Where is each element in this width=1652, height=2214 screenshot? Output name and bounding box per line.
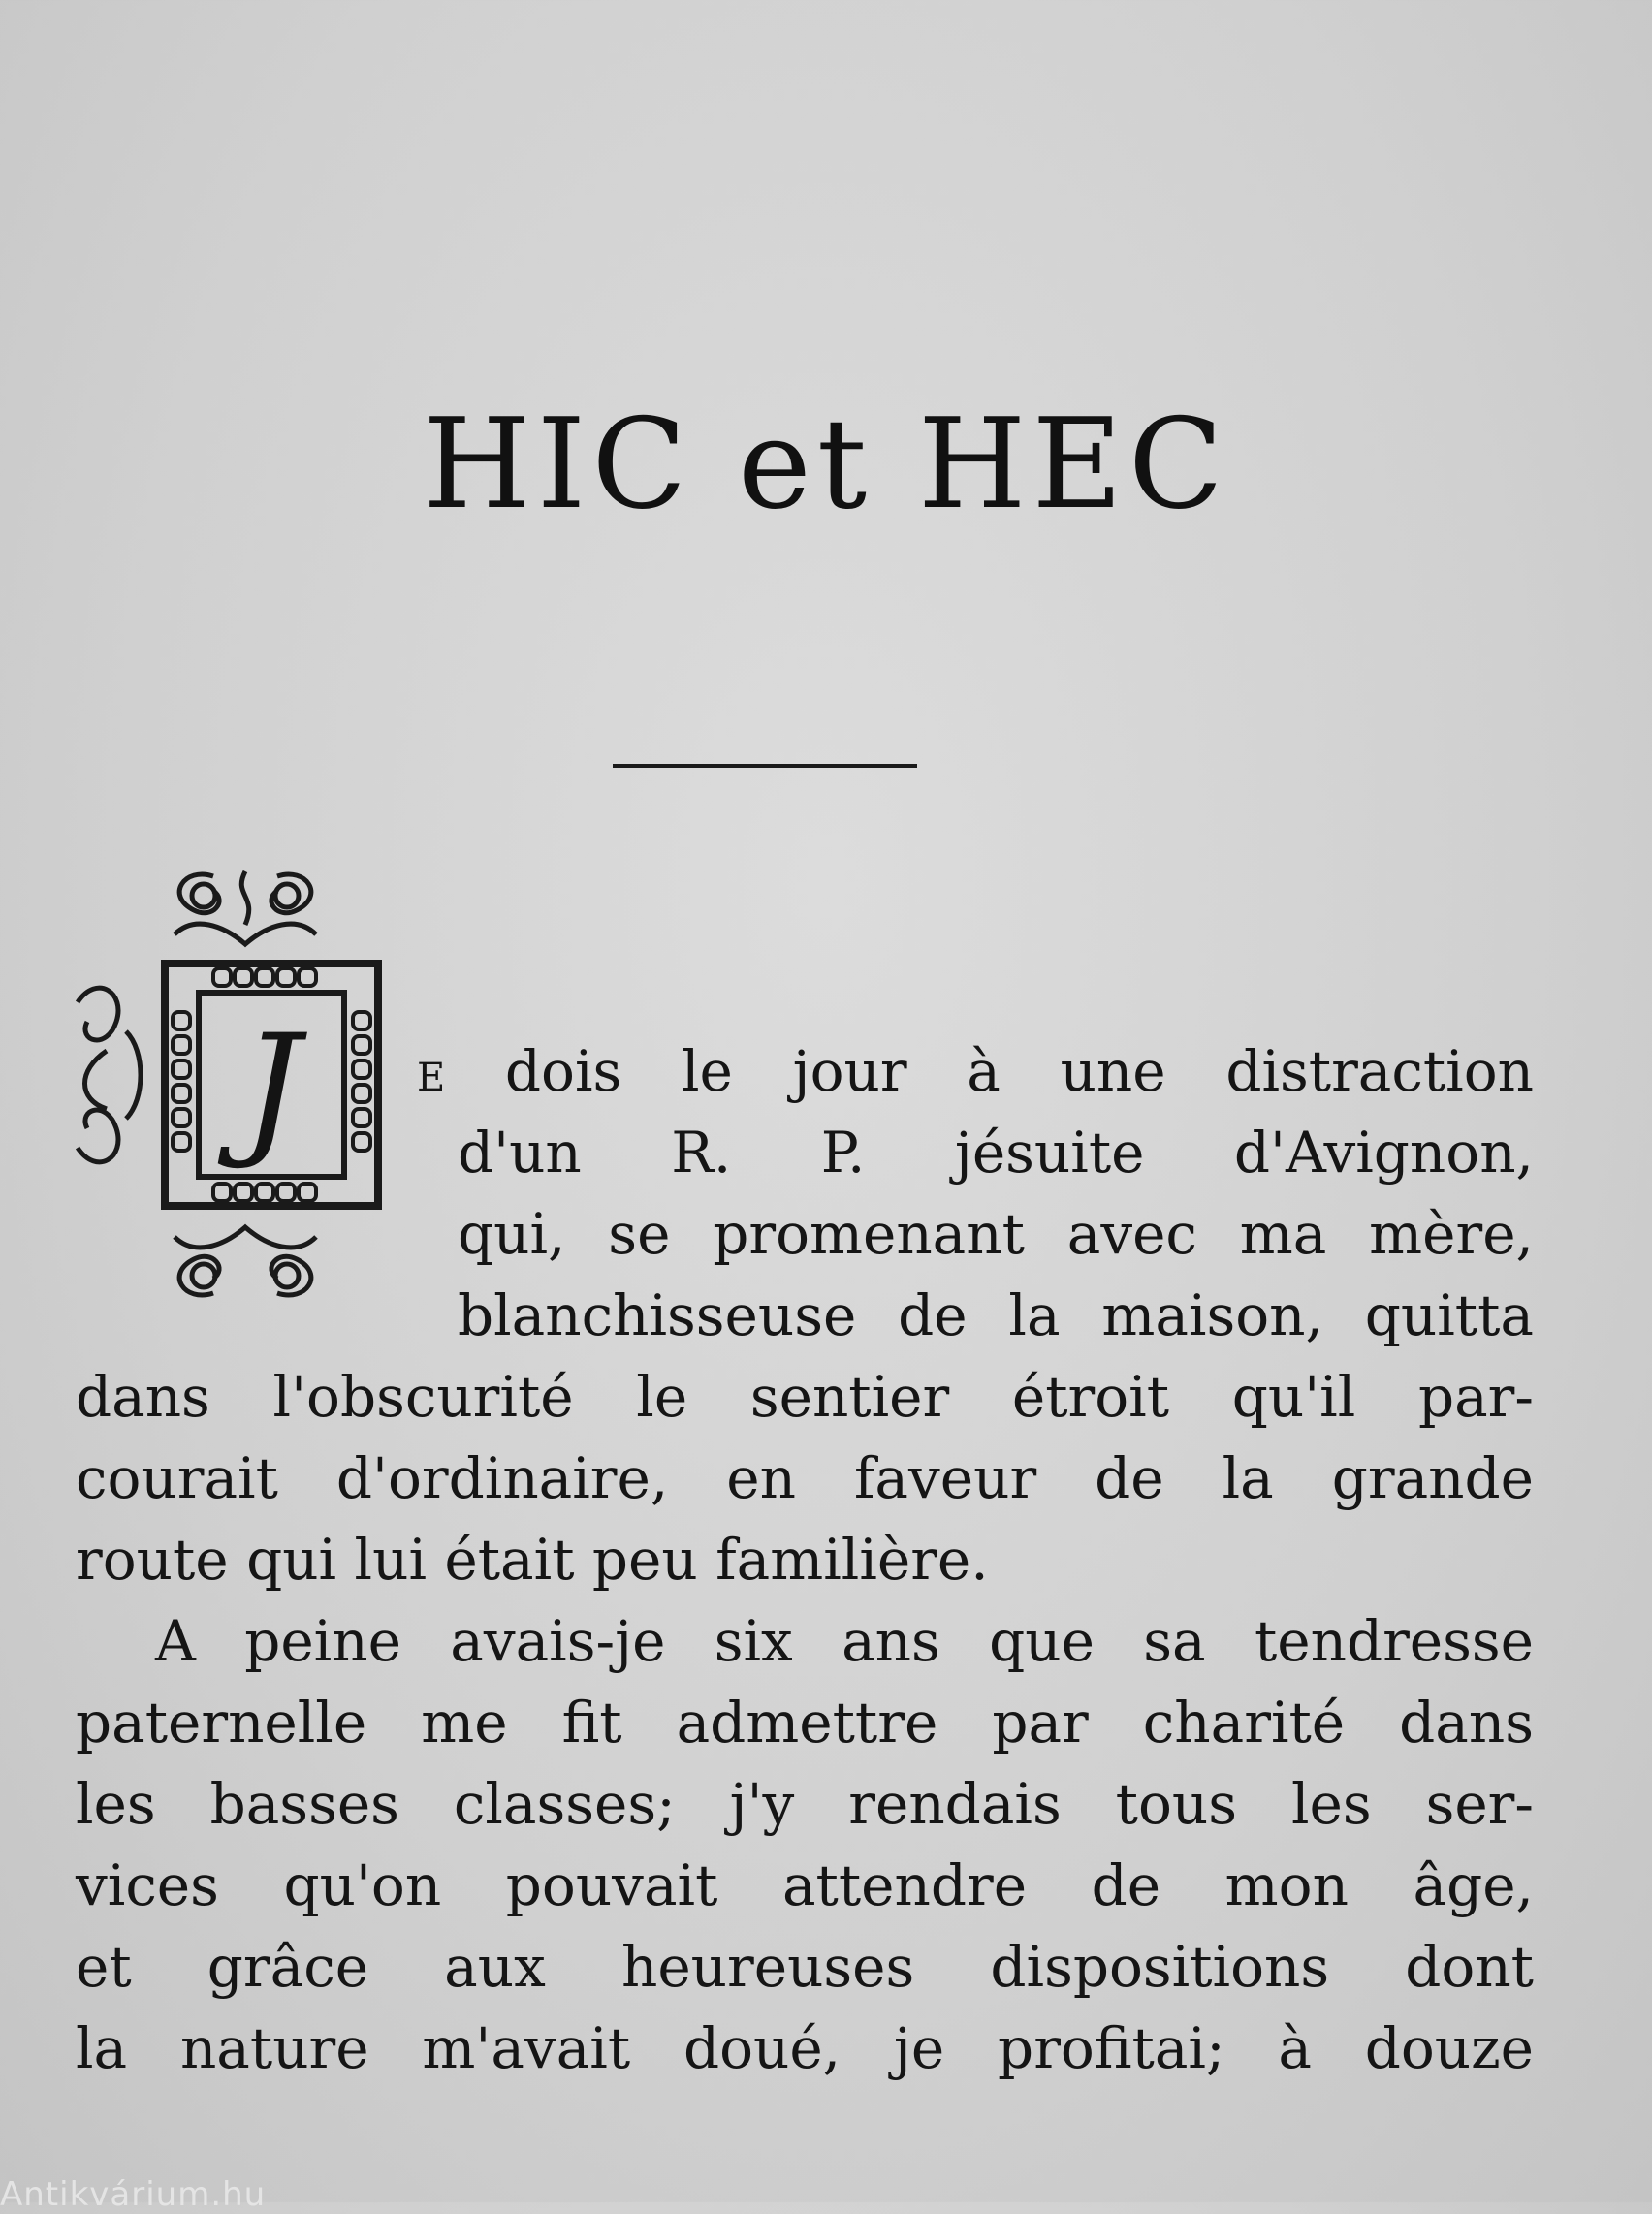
- text-line: d'un R. P. jésuite d'Avignon,: [458, 1120, 1534, 1186]
- text-line: les basses classes; j'y rendais tous les ser-: [76, 1771, 1534, 1837]
- text-line: [417, 1038, 1534, 1104]
- text-line: qui, se promenant avec ma mère,: [458, 1201, 1534, 1267]
- text-line: dans l'obscurité le sentier étroit qu'il par-: [76, 1364, 1534, 1430]
- text-line: courait d'ordinaire, en faveur de la grande: [76, 1445, 1534, 1511]
- drop-cap-letter: J: [241, 1004, 302, 1173]
- watermark: Antikvárium.hu: [0, 2175, 267, 2214]
- text-line: et grâce aux heureuses dispositions dont: [76, 1934, 1534, 2000]
- title-rule: [613, 764, 917, 768]
- text-line: route qui lui était peu familière.: [76, 1527, 989, 1593]
- line-text: dois le jour à une distraction: [445, 1038, 1534, 1104]
- text-line: vices qu'on pouvait attendre de mon âge,: [76, 1852, 1534, 1918]
- text-line: blanchisseuse de la maison, quitta: [458, 1282, 1534, 1348]
- text-line: la nature m'avait doué, je profitai; à douze: [76, 2015, 1534, 2081]
- text-line: paternelle me fit admettre par charité dans: [76, 1690, 1534, 1755]
- drop-cap-continuation: E: [417, 1056, 446, 1100]
- text-line: A peine avais-je six ans que sa tendresse: [155, 1608, 1534, 1674]
- ornamental-initial-icon: [68, 857, 423, 1318]
- chapter-title: HIC et HEC: [423, 393, 1229, 537]
